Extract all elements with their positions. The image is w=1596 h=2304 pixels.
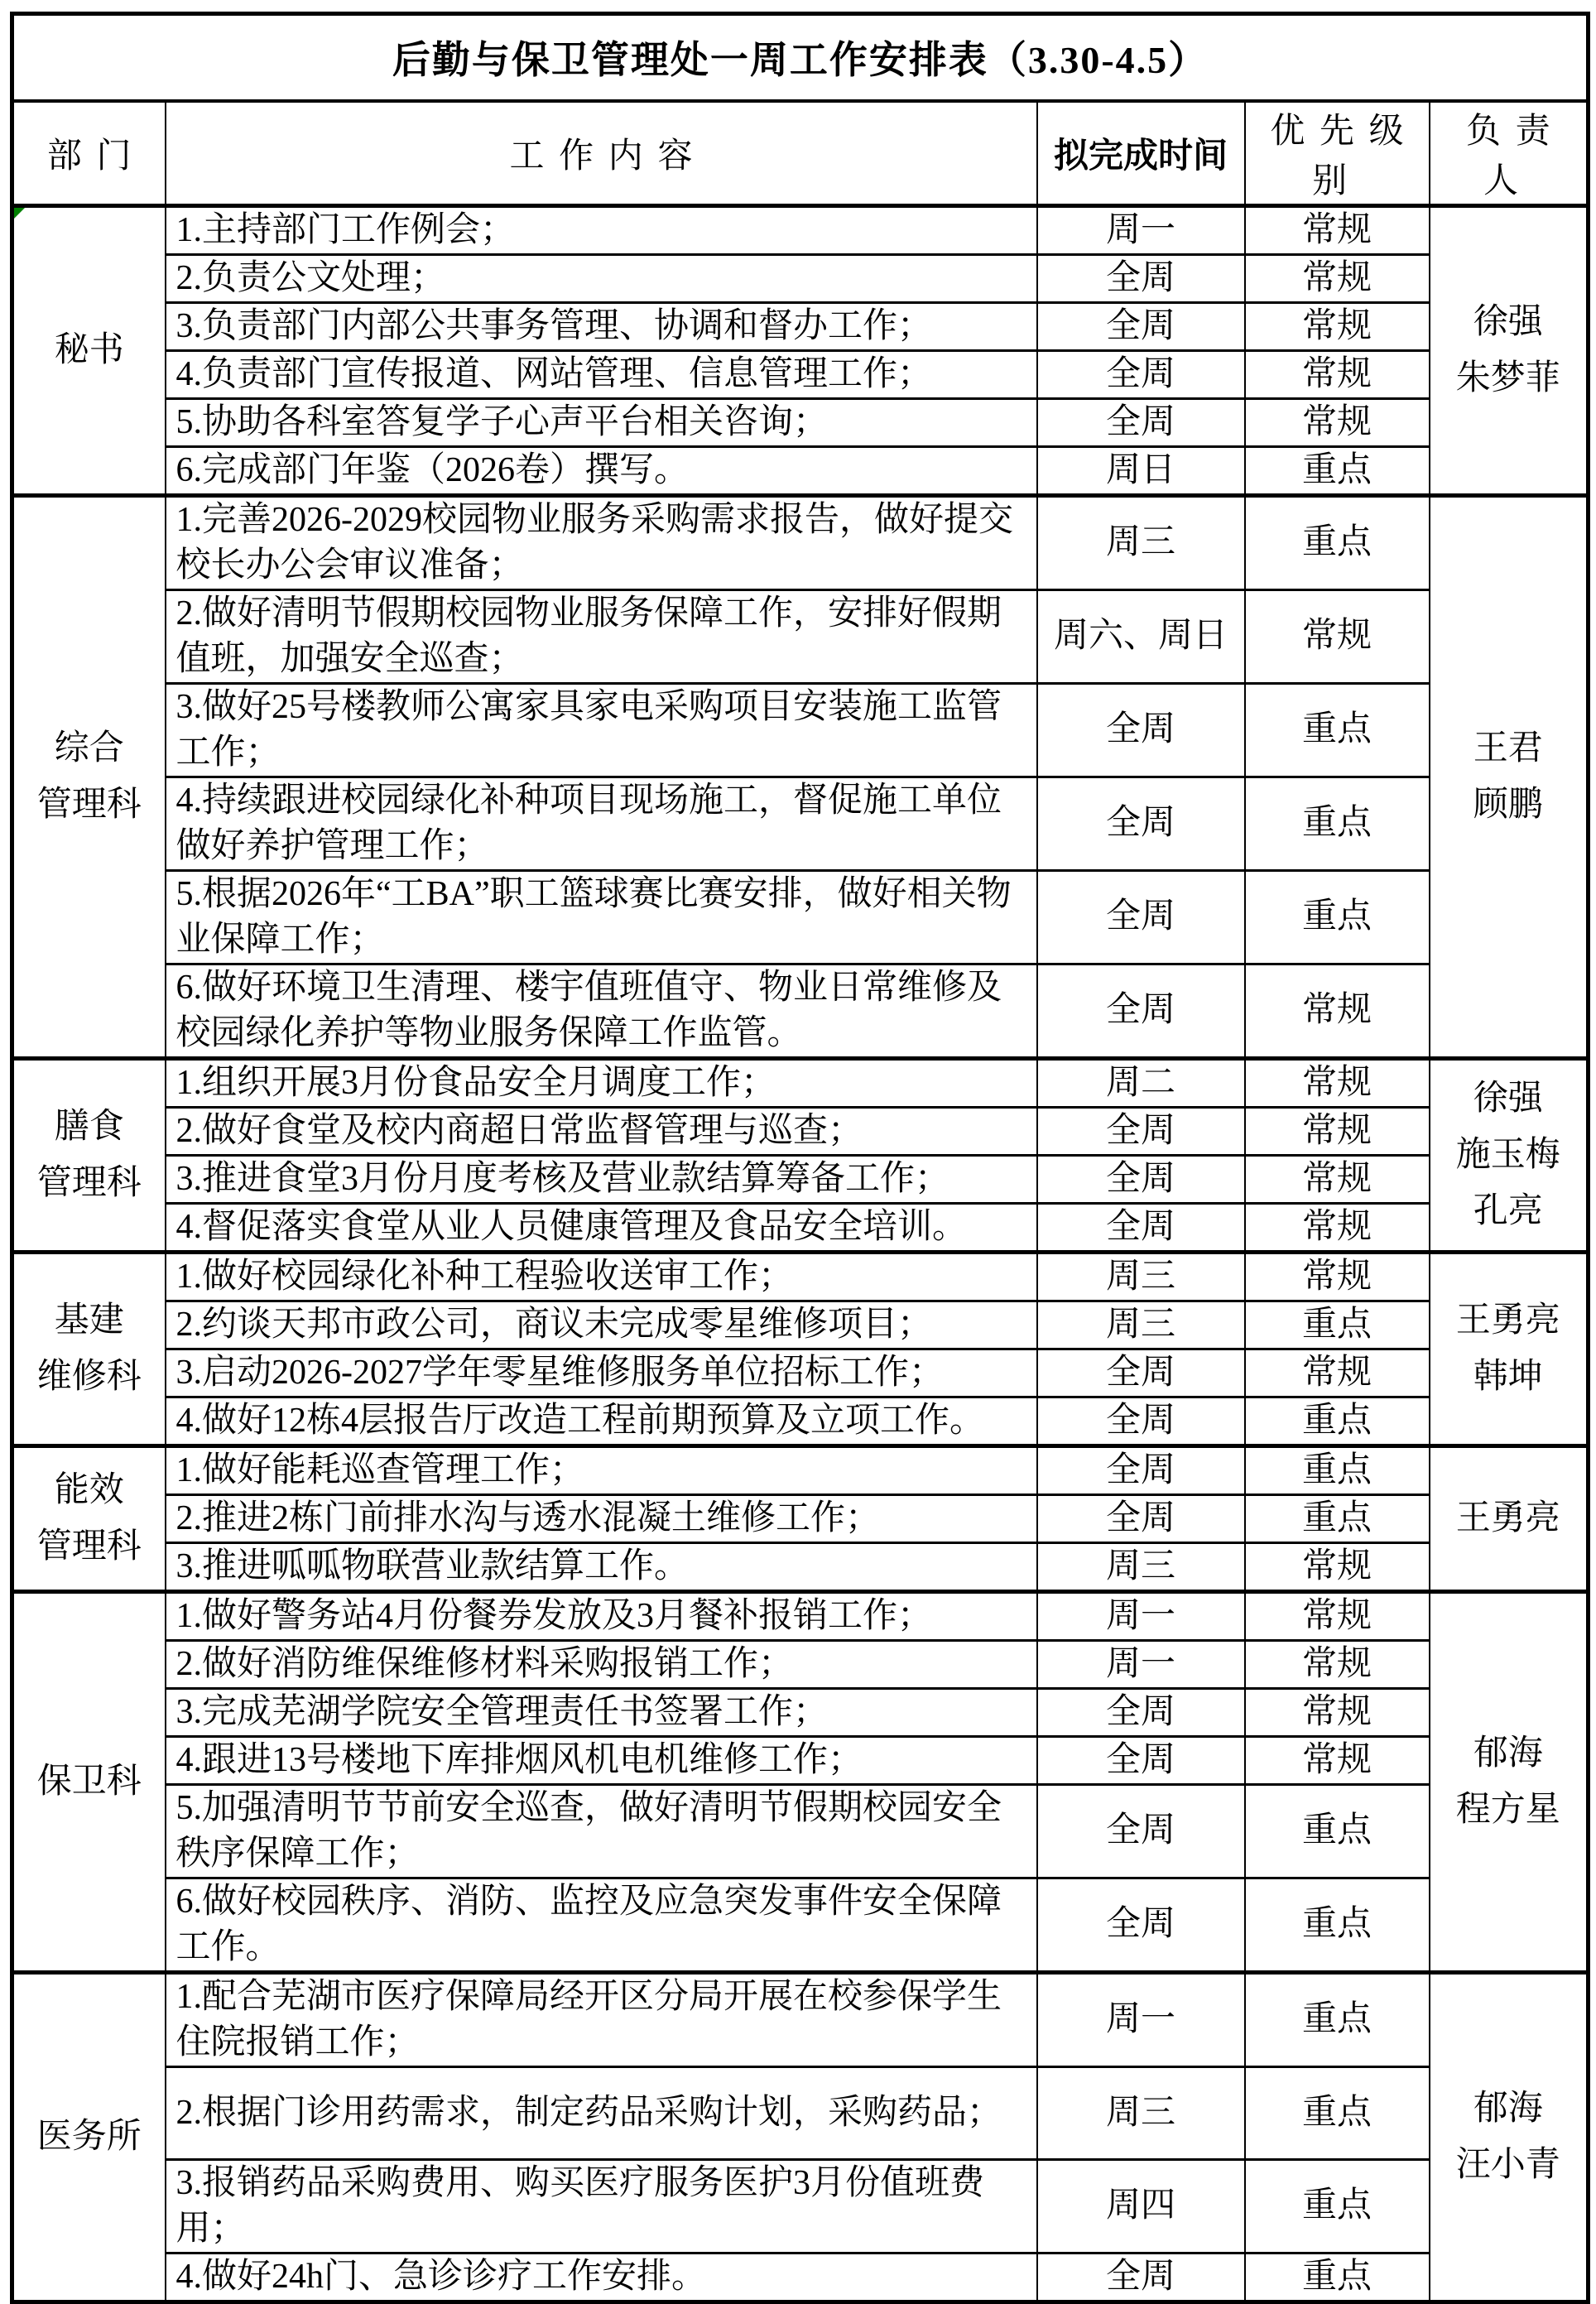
task-priority: 重点 (1245, 495, 1430, 589)
task-row (12, 1445, 1589, 1494)
task-content: 4.持续跟进校园绿化补种项目现场施工，督促施工单位做好养护管理工作； (166, 777, 1037, 870)
task-deadline: 全周 (1037, 1736, 1245, 1784)
task-deadline: 周二 (1037, 1058, 1245, 1107)
owner-name: 郁海 (1473, 1734, 1543, 1772)
task-row (12, 683, 1589, 777)
department-cell (12, 1591, 166, 1972)
task-priority: 常规 (1245, 1640, 1430, 1688)
task-row (12, 1494, 1589, 1542)
task-row (12, 1349, 1589, 1397)
owner-cell (1430, 205, 1589, 495)
task-deadline: 周三 (1037, 495, 1245, 589)
department-name: 秘书 (54, 331, 124, 369)
page-title: 后勤与保卫管理处一周工作安排表（3.30-4.5） (12, 14, 1589, 101)
department-name: 管理科 (36, 1164, 142, 1202)
task-row (12, 1542, 1589, 1591)
task-deadline: 全周 (1037, 1397, 1245, 1445)
task-priority: 常规 (1245, 1591, 1430, 1640)
task-deadline: 全周 (1037, 1445, 1245, 1494)
task-row (12, 2253, 1589, 2302)
task-priority: 重点 (1245, 446, 1430, 495)
department-name: 维修科 (36, 1358, 142, 1396)
task-row (12, 205, 1589, 254)
task-row (12, 398, 1589, 446)
task-content: 4.做好12栋4层报告厅改造工程前期预算及立项工作。 (166, 1397, 1037, 1445)
excel-error-indicator-icon (14, 208, 25, 219)
task-content: 3.推进食堂3月份月度考核及营业款结算筹备工作； (166, 1155, 1037, 1203)
task-content: 1.做好能耗巡查管理工作； (166, 1445, 1037, 1494)
owner-name: 王君 (1473, 729, 1543, 767)
task-row (12, 254, 1589, 302)
task-deadline: 周一 (1037, 1972, 1245, 2066)
department-name: 基建 (54, 1301, 124, 1340)
task-content: 1.配合芜湖市医疗保障局经开区分局开展在校参保学生住院报销工作； (166, 1972, 1037, 2066)
task-priority: 重点 (1245, 1878, 1430, 1972)
task-row (12, 1252, 1589, 1301)
task-priority: 常规 (1245, 1736, 1430, 1784)
task-row (12, 1640, 1589, 1688)
task-row (12, 777, 1589, 870)
task-row (12, 1155, 1589, 1203)
task-deadline: 全周 (1037, 777, 1245, 870)
task-priority: 重点 (1245, 1784, 1430, 1878)
department-name: 医务所 (36, 2118, 142, 2156)
task-content: 4.跟进13号楼地下库排烟风机电机维修工作； (166, 1736, 1037, 1784)
task-content: 3.负责部门内部公共事务管理、协调和督办工作； (166, 302, 1037, 350)
owner-name: 王勇亮 (1455, 1499, 1560, 1537)
column-header-row (12, 101, 1589, 206)
task-deadline: 全周 (1037, 683, 1245, 777)
task-row (12, 1397, 1589, 1445)
owner-name: 汪小青 (1455, 2146, 1560, 2184)
department-cell (12, 1058, 166, 1252)
task-deadline: 全周 (1037, 1688, 1245, 1736)
task-content: 5.协助各科室答复学子心声平台相关咨询； (166, 398, 1037, 446)
department-cell (12, 1445, 166, 1591)
owner-name: 郁海 (1473, 2090, 1543, 2128)
task-deadline: 全周 (1037, 1155, 1245, 1203)
task-row (12, 2159, 1589, 2253)
task-priority: 重点 (1245, 1445, 1430, 1494)
owner-cell (1430, 1972, 1589, 2302)
task-row (12, 1301, 1589, 1349)
task-deadline: 周三 (1037, 2066, 1245, 2159)
task-deadline: 全周 (1037, 398, 1245, 446)
task-deadline: 周六、周日 (1037, 589, 1245, 683)
task-content: 2.根据门诊用药需求，制定药品采购计划，采购药品； (166, 2066, 1037, 2159)
owner-cell (1430, 495, 1589, 1058)
department-cell (12, 1972, 166, 2302)
task-deadline: 周一 (1037, 1591, 1245, 1640)
task-content: 1.完善2026-2029校园物业服务采购需求报告，做好提交校长办公会审议准备； (166, 495, 1037, 589)
task-priority: 常规 (1245, 964, 1430, 1058)
task-content: 6.做好环境卫生清理、楼宇值班值守、物业日常维修及校园绿化养护等物业服务保障工作监管。 (166, 964, 1037, 1058)
task-row (12, 302, 1589, 350)
task-content: 1.做好校园绿化补种工程验收送审工作； (166, 1252, 1037, 1301)
task-deadline: 全周 (1037, 254, 1245, 302)
task-priority: 重点 (1245, 870, 1430, 964)
task-content: 6.完成部门年鉴（2026卷）撰写。 (166, 446, 1037, 495)
task-row (12, 1107, 1589, 1155)
col-header-deadline: 拟完成时间 (1037, 101, 1245, 206)
owner-name: 顾鹏 (1473, 786, 1543, 824)
task-deadline: 全周 (1037, 1494, 1245, 1542)
task-content: 5.根据2026年“工BA”职工篮球赛比赛安排，做好相关物业保障工作； (166, 870, 1037, 964)
task-content: 2.做好食堂及校内商超日常监督管理与巡查； (166, 1107, 1037, 1155)
task-deadline: 全周 (1037, 1203, 1245, 1252)
owner-cell (1430, 1591, 1589, 1972)
task-content: 2.负责公文处理； (166, 254, 1037, 302)
owner-name: 孔亮 (1473, 1192, 1543, 1230)
department-cell (12, 495, 166, 1058)
task-priority: 重点 (1245, 1494, 1430, 1542)
task-priority: 重点 (1245, 2159, 1430, 2253)
col-header-owner: 负责人 (1430, 101, 1589, 206)
task-content: 3.报销药品采购费用、购买医疗服务医护3月份值班费用； (166, 2159, 1037, 2253)
task-priority: 重点 (1245, 1972, 1430, 2066)
task-content: 1.主持部门工作例会； (166, 205, 1037, 254)
task-content: 2.推进2栋门前排水沟与透水混凝土维修工作； (166, 1494, 1037, 1542)
owner-cell (1430, 1445, 1589, 1591)
task-row (12, 870, 1589, 964)
schedule-table-body (12, 205, 1589, 2302)
task-priority: 重点 (1245, 2066, 1430, 2159)
task-priority: 常规 (1245, 350, 1430, 398)
task-row (12, 1058, 1589, 1107)
task-deadline: 全周 (1037, 870, 1245, 964)
col-header-content: 工作内容 (166, 101, 1037, 206)
owner-name: 徐强 (1473, 303, 1543, 341)
task-priority: 常规 (1245, 1252, 1430, 1301)
task-content: 6.做好校园秩序、消防、监控及应急突发事件安全保障工作。 (166, 1878, 1037, 1972)
task-content: 2.做好清明节假期校园物业服务保障工作，安排好假期值班，加强安全巡查； (166, 589, 1037, 683)
task-content: 2.约谈天邦市政公司，商议未完成零星维修项目； (166, 1301, 1037, 1349)
department-name: 膳食 (54, 1108, 124, 1146)
task-content: 4.督促落实食堂从业人员健康管理及食品安全培训。 (166, 1203, 1037, 1252)
task-priority: 常规 (1245, 1058, 1430, 1107)
col-header-department: 部门 (12, 101, 166, 206)
owner-name: 施玉梅 (1455, 1136, 1560, 1174)
task-content: 5.加强清明节节前安全巡查，做好清明节假期校园安全秩序保障工作； (166, 1784, 1037, 1878)
task-content: 3.启动2026-2027学年零星维修服务单位招标工作； (166, 1349, 1037, 1397)
task-deadline: 全周 (1037, 964, 1245, 1058)
task-priority: 常规 (1245, 1203, 1430, 1252)
task-deadline: 全周 (1037, 302, 1245, 350)
department-name: 能效 (54, 1471, 124, 1509)
task-priority: 重点 (1245, 1397, 1430, 1445)
title-row (12, 14, 1589, 101)
task-deadline: 全周 (1037, 2253, 1245, 2302)
task-priority: 常规 (1245, 1688, 1430, 1736)
task-row (12, 1591, 1589, 1640)
owner-name: 朱梦菲 (1455, 359, 1560, 397)
schedule-table (10, 12, 1590, 2304)
task-priority: 重点 (1245, 1301, 1430, 1349)
task-row (12, 1878, 1589, 1972)
task-row (12, 350, 1589, 398)
task-priority: 常规 (1245, 1542, 1430, 1591)
owner-name: 程方星 (1455, 1791, 1560, 1829)
task-priority: 常规 (1245, 1155, 1430, 1203)
task-deadline: 周一 (1037, 1640, 1245, 1688)
department-name: 管理科 (36, 786, 142, 824)
owner-name: 韩坤 (1473, 1358, 1543, 1396)
task-row (12, 1203, 1589, 1252)
department-name: 综合 (54, 729, 124, 767)
task-deadline: 全周 (1037, 1784, 1245, 1878)
task-priority: 重点 (1245, 683, 1430, 777)
task-row (12, 1784, 1589, 1878)
col-header-priority: 优先级别 (1245, 101, 1430, 206)
table-head (12, 14, 1589, 206)
task-row (12, 446, 1589, 495)
owner-name: 王勇亮 (1455, 1301, 1560, 1340)
task-priority: 常规 (1245, 302, 1430, 350)
owner-cell (1430, 1252, 1589, 1445)
task-content: 4.做好24h门、急诊诊疗工作安排。 (166, 2253, 1037, 2302)
task-content: 1.做好警务站4月份餐券发放及3月餐补报销工作； (166, 1591, 1037, 1640)
task-priority: 重点 (1245, 777, 1430, 870)
task-priority: 常规 (1245, 589, 1430, 683)
task-row (12, 964, 1589, 1058)
task-priority: 重点 (1245, 2253, 1430, 2302)
task-deadline: 全周 (1037, 1878, 1245, 1972)
task-row (12, 589, 1589, 683)
department-name: 管理科 (36, 1527, 142, 1566)
task-deadline: 周一 (1037, 205, 1245, 254)
department-cell (12, 205, 166, 495)
task-priority: 常规 (1245, 205, 1430, 254)
task-row (12, 2066, 1589, 2159)
task-priority: 常规 (1245, 1107, 1430, 1155)
task-priority: 常规 (1245, 254, 1430, 302)
task-content: 3.做好25号楼教师公寓家具家电采购项目安装施工监管工作； (166, 683, 1037, 777)
department-name: 保卫科 (36, 1763, 142, 1801)
task-deadline: 周四 (1037, 2159, 1245, 2253)
task-content: 4.负责部门宣传报道、网站管理、信息管理工作； (166, 350, 1037, 398)
task-row (12, 1736, 1589, 1784)
task-deadline: 全周 (1037, 1349, 1245, 1397)
department-cell (12, 1252, 166, 1445)
task-deadline: 周三 (1037, 1542, 1245, 1591)
task-priority: 常规 (1245, 398, 1430, 446)
task-content: 1.组织开展3月份食品安全月调度工作； (166, 1058, 1037, 1107)
task-deadline: 全周 (1037, 1107, 1245, 1155)
task-row (12, 1972, 1589, 2066)
task-row (12, 1688, 1589, 1736)
task-deadline: 周日 (1037, 446, 1245, 495)
owner-cell (1430, 1058, 1589, 1252)
task-deadline: 周三 (1037, 1301, 1245, 1349)
task-content: 3.推进呱呱物联营业款结算工作。 (166, 1542, 1037, 1591)
task-content: 3.完成芜湖学院安全管理责任书签署工作； (166, 1688, 1037, 1736)
task-content: 2.做好消防维保维修材料采购报销工作； (166, 1640, 1037, 1688)
task-deadline: 周三 (1037, 1252, 1245, 1301)
owner-name: 徐强 (1473, 1080, 1543, 1118)
task-deadline: 全周 (1037, 350, 1245, 398)
task-priority: 常规 (1245, 1349, 1430, 1397)
task-row (12, 495, 1589, 589)
